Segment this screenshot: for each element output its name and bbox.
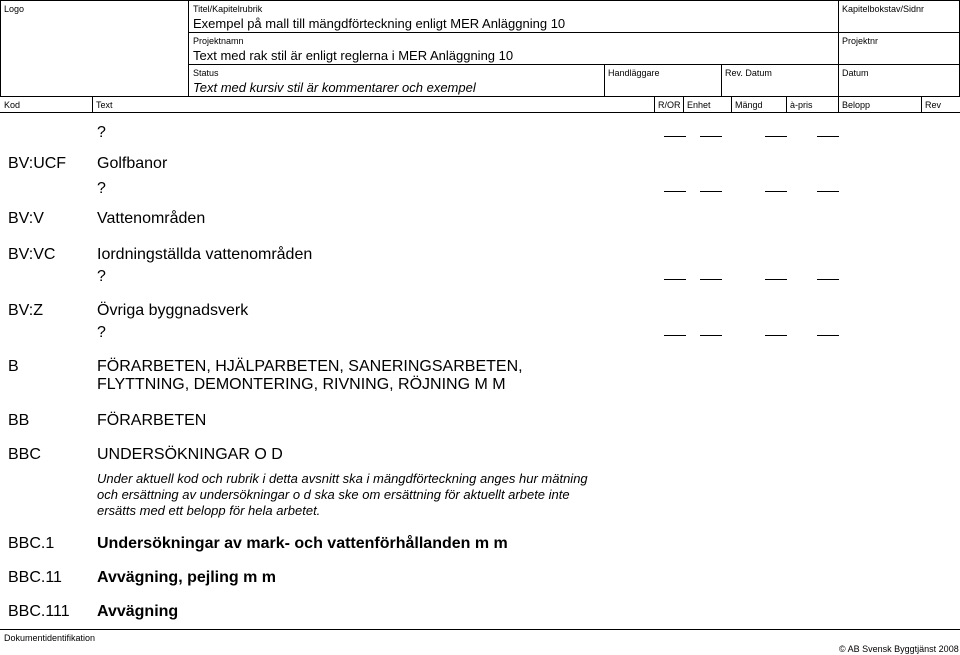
handler-label: Handläggare xyxy=(608,68,660,78)
row-code: BV:VC xyxy=(8,246,56,263)
row-code: BBC.1 xyxy=(8,535,55,552)
blank-line xyxy=(700,279,722,280)
blank-line xyxy=(765,279,787,280)
col-header-apris: à-pris xyxy=(790,100,813,110)
col-divider-belopp xyxy=(921,96,922,112)
header-row-divider-2 xyxy=(188,64,960,65)
question-mark-2: ? xyxy=(97,180,106,197)
row-code: BBC.111 xyxy=(8,603,70,620)
blank-line xyxy=(817,191,839,192)
comment-line-1: Under aktuell kod och rubrik i detta avsnitt ska i mängdförteckning anges hur mätning xyxy=(97,471,588,486)
blank-line xyxy=(664,279,686,280)
col-divider-enhet xyxy=(731,96,732,112)
row-code: BBC.11 xyxy=(8,569,62,586)
status-value: Text med kursiv stil är kommentarer och exempel xyxy=(193,80,476,95)
row-text: Golfbanor xyxy=(97,155,168,172)
blank-line xyxy=(817,279,839,280)
row-text: Avvägning xyxy=(97,603,179,620)
col-header-text: Text xyxy=(96,100,113,110)
header-status-divider xyxy=(604,64,605,96)
project-name-label: Projektnamn xyxy=(193,36,244,46)
col-header-ror: R/OR xyxy=(658,100,681,110)
row-code: BV:UCF xyxy=(8,155,67,172)
row-code: B xyxy=(8,358,19,375)
rev-date-label: Rev. Datum xyxy=(725,68,772,78)
row-text: Undersökningar av mark- och vattenförhållanden m m xyxy=(97,535,508,552)
row-code: BB xyxy=(8,412,30,429)
col-header-kod: Kod xyxy=(4,100,21,110)
blank-line xyxy=(765,335,787,336)
copyright-text: © AB Svensk Byggtjänst 2008 xyxy=(839,644,959,654)
blank-line xyxy=(700,191,722,192)
blank-line xyxy=(664,191,686,192)
blank-line xyxy=(664,136,686,137)
row-code: BBC xyxy=(8,446,41,463)
question-mark-3: ? xyxy=(97,268,106,285)
col-divider-kod xyxy=(92,96,93,112)
date-label: Datum xyxy=(842,68,869,78)
col-divider-apris xyxy=(838,96,839,112)
logo-label: Logo xyxy=(4,4,25,14)
blank-line xyxy=(700,335,722,336)
header-right-divider xyxy=(838,0,839,96)
comment-line-2: och ersättning av undersökningar o d ska ske om ersättning för aktuellt arbete inte xyxy=(97,487,570,502)
header-row-divider-1 xyxy=(188,32,960,33)
col-header-belopp: Belopp xyxy=(842,100,871,110)
row-text: Iordningställda vattenområden xyxy=(97,246,313,263)
row-text: FLYTTNING, DEMONTERING, RIVNING, RÖJNING M M xyxy=(97,376,506,393)
comment-line-3: ersätts med ett belopp för hela arbetet. xyxy=(97,503,321,518)
col-divider-text xyxy=(654,96,655,112)
col-divider-ror xyxy=(683,96,684,112)
row-text: Vattenområden xyxy=(97,210,206,227)
blank-line xyxy=(817,335,839,336)
column-header-border xyxy=(0,112,960,113)
col-header-rev: Rev xyxy=(925,100,942,110)
project-name-value: Text med rak stil är enligt reglerna i MER Anläggning 10 xyxy=(193,48,514,63)
blank-line xyxy=(700,136,722,137)
col-header-enhet: Enhet xyxy=(687,100,711,110)
header-top-border xyxy=(0,0,960,1)
row-text: FÖRARBETEN, HJÄLPARBETEN, SANERINGSARBETEN, xyxy=(97,358,523,375)
row-text: Avvägning, pejling m m xyxy=(97,569,276,586)
header-left-border xyxy=(0,0,1,96)
question-mark-4: ? xyxy=(97,324,106,341)
blank-line xyxy=(765,191,787,192)
blank-line xyxy=(765,136,787,137)
blank-line xyxy=(664,335,686,336)
row-code: BV:V xyxy=(8,210,44,227)
col-header-mangd: Mängd xyxy=(735,100,763,110)
header-bottom-border xyxy=(0,96,960,97)
document-id-label: Dokumentidentifikation xyxy=(4,633,96,643)
header-handler-divider xyxy=(721,64,722,96)
header-logo-divider xyxy=(188,0,189,96)
row-text: UNDERSÖKNINGAR O D xyxy=(97,446,283,463)
question-mark-1: ? xyxy=(97,124,106,141)
chapter-label: Kapitelbokstav/Sidnr xyxy=(842,4,925,14)
title-label: Titel/Kapitelrubrik xyxy=(193,4,263,14)
row-text: Övriga byggnadsverk xyxy=(97,302,249,319)
project-nr-label: Projektnr xyxy=(842,36,879,46)
status-label: Status xyxy=(193,68,219,78)
blank-line xyxy=(817,136,839,137)
row-code: BV:Z xyxy=(8,302,43,319)
title-value: Exempel på mall till mängdförteckning enligt MER Anläggning 10 xyxy=(193,16,566,31)
row-text: FÖRARBETEN xyxy=(97,412,207,429)
footer-border xyxy=(0,629,960,630)
col-divider-mangd xyxy=(786,96,787,112)
